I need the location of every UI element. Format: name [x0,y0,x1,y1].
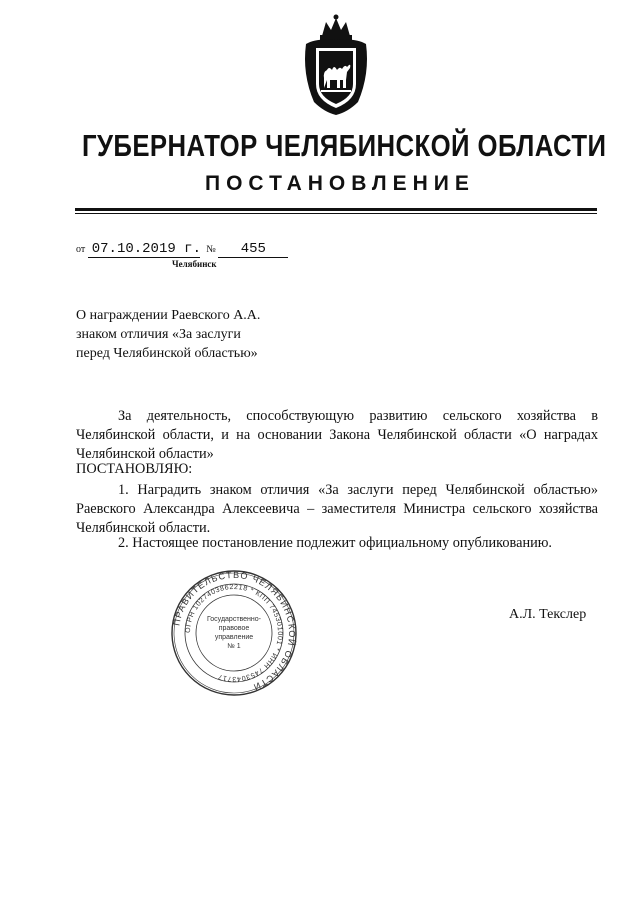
date-number-line [76,241,288,258]
header-divider-thick [75,208,597,211]
document-number: 455 [218,241,288,258]
preamble-paragraph: За деятельность, способствующую развитию сельского хозяйства в Челябинской области, и на основании Закона Челябинской области «О наградах Челябинской области» [76,408,598,462]
official-seal [170,569,298,697]
decree-item-1: 1. Наградить знаком отличия «За заслуги перед Челябинской областью» Раевского Александра Алексеевича – заместителя Министра сельского хозяйства Челябинской области. [76,482,598,536]
decree-item-2: 2. Настоящее постановление подлежит официальному опубликованию. [118,535,553,551]
document-header-title: ГУБЕРНАТОР ЧЕЛЯБИНСКОЙ ОБЛАСТИ [82,128,607,163]
subject-line: О награждении Раевского А.А. [76,308,261,323]
document-type: ПОСТАНОВЛЕНИЕ [205,172,475,195]
seal-ring-text: ОГРН 1027403862218 * КПП 745301001 * ИНН 7453043717 [184,583,284,683]
city-label: Челябинск [172,259,217,269]
document-subject [76,306,260,363]
seal-inner-line: правовое [218,625,250,632]
subject-line: знаком отличия «За заслуги [76,327,241,342]
from-label: от [76,244,86,255]
document-date: 07.10.2019 г. [88,241,200,258]
svg-text:ОГРН 1027403862218 * КПП 74530 [185,584,283,682]
signatory-name: А.Л. Текслер [509,607,587,622]
subject-line: перед Челябинской областью» [76,346,258,361]
number-label: № [206,244,216,255]
decree-heading: ПОСТАНОВЛЯЮ: [76,461,193,477]
header-divider-thin [75,213,597,214]
seal-outer-text: ПРАВИТЕЛЬСТВО ЧЕЛЯБИНСКОЙ ОБЛАСТИ [171,569,298,693]
seal-inner-line: управление [214,634,254,641]
seal-inner-line: № 1 [227,643,241,650]
seal-inner-line: Государственно- [206,616,262,623]
coat-of-arms-icon [300,14,372,118]
